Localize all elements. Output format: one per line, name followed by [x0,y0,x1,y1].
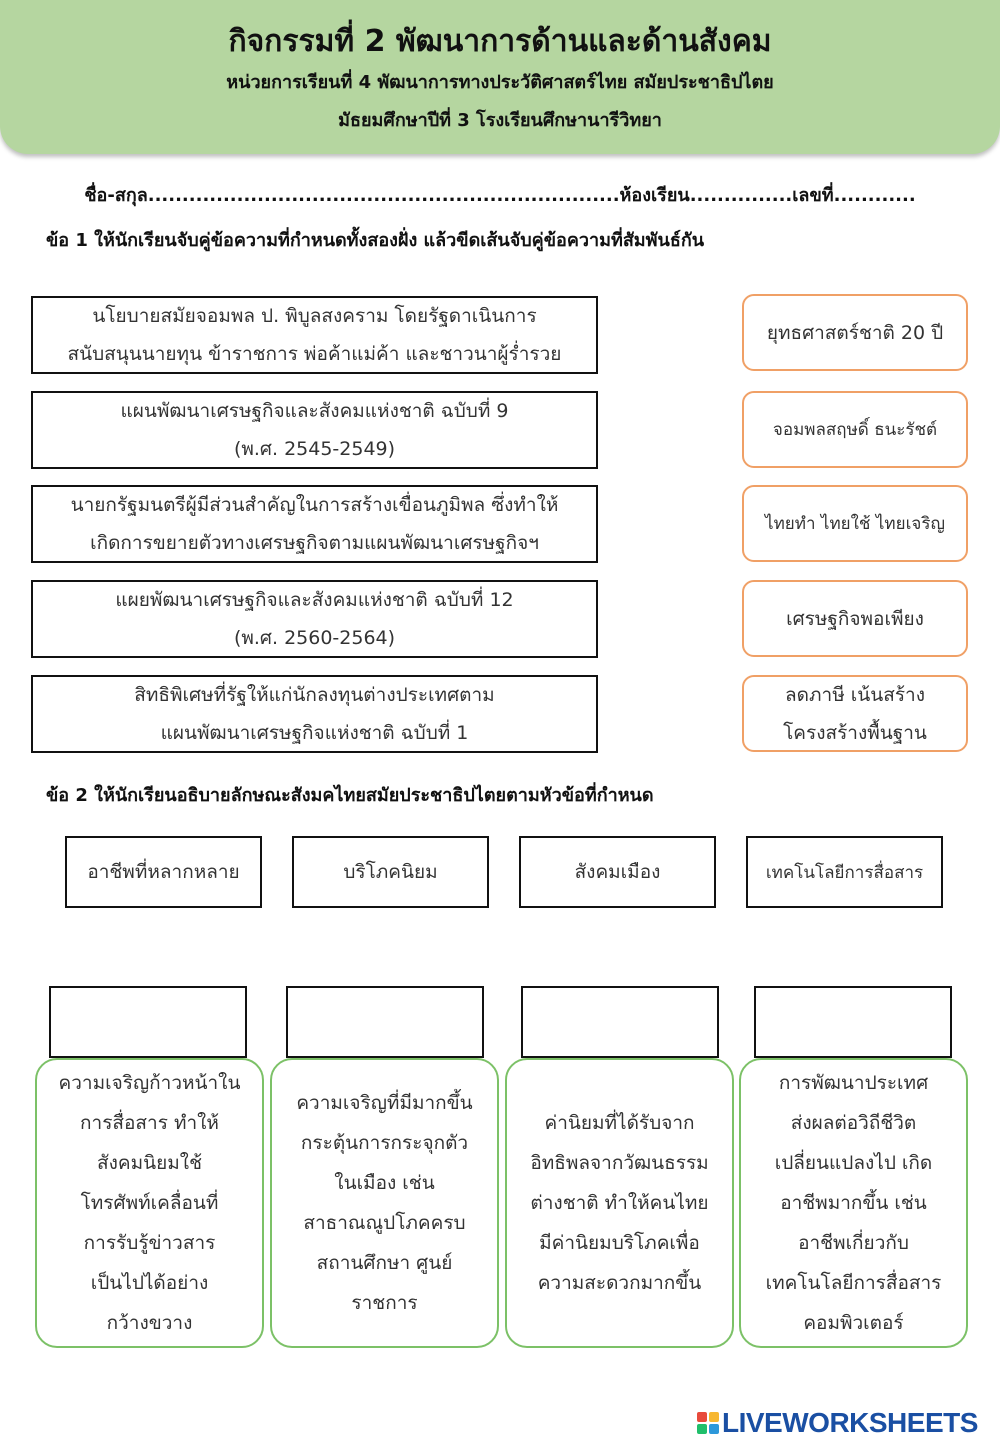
match-right-item[interactable] [742,580,968,657]
student-info-line: ชื่อ-สกุล.....................................................................ห้องเรียน...............เลขที่............ [84,185,916,206]
match-left-item[interactable] [31,580,598,658]
match-left-item[interactable] [31,296,598,374]
answer-drop-box[interactable] [286,986,484,1058]
description-line: ค่านิยมที่ได้รับจาก [544,1112,695,1134]
description-line: กว้างขวาง [106,1312,193,1334]
description-line: ความสะดวกมากขึ้น [537,1272,702,1294]
description-line: ราชการ [351,1292,418,1314]
liveworksheets-logo [697,1405,978,1441]
description-card [505,1058,734,1348]
description-line: เทคโนโลยีการสื่อสาร [765,1272,942,1294]
match-right-item[interactable] [742,485,968,562]
match-right-line: โครงสร้างพื้นฐาน [783,721,927,744]
description-card [739,1058,968,1348]
match-right-item[interactable] [742,294,968,371]
description-line: กระตุ้นการกระจุกตัว [300,1132,469,1154]
description-line: สาธาณณูปโภคครบ [303,1212,466,1234]
page-subtitle-school: มัธยมศึกษาปีที่ 3 โรงเรียนศึกษานารีวิทยา [338,110,662,131]
answer-drop-box[interactable] [521,986,719,1058]
description-line: อิทธิพลจากวัฒนธรรม [530,1152,709,1174]
match-left-line: สนับสนุนนายทุน ข้าราชการ พ่อค้าแม่ค้า และชาวนาผู้ร่ำรวย [67,343,562,365]
answer-drop-box[interactable] [754,986,952,1058]
match-left-item[interactable] [31,391,598,469]
header-banner [0,0,1000,154]
match-left-line: (พ.ศ. 2560-2564) [233,627,396,649]
match-right-line: ยุทธศาสตร์ชาติ 20 ปี [766,321,944,344]
description-line: เป็นไปได้อย่าง [90,1272,209,1294]
match-right-line: ไทยทำ ไทยใช้ ไทยเจริญ [765,513,945,534]
logo-text: LIVEWORKSHEETS [722,1407,978,1438]
match-right-item[interactable] [742,391,968,468]
description-line: คอมพิวเตอร์ [803,1312,904,1334]
description-line: เปลี่ยนแปลงไป เกิด [774,1152,933,1174]
match-left-item[interactable] [31,485,598,563]
category-card[interactable]: สังคมเมือง [519,836,716,908]
category-card[interactable]: อาชีพที่หลากหลาย [65,836,262,908]
description-line: สถานศึกษา ศูนย์ [316,1252,453,1274]
description-line: โทรศัพท์เคลื่อนที่ [80,1192,219,1214]
description-line: การสื่อสาร ทำให้ [80,1112,219,1134]
match-left-line: (พ.ศ. 2545-2549) [233,438,396,460]
description-card [270,1058,499,1348]
category-card[interactable]: เทคโนโลยีการสื่อสาร [746,836,943,908]
match-right-line: เศรษฐกิจพอเพียง [786,607,924,630]
logo-squares-icon [697,1412,719,1434]
question-1-prompt: ข้อ 1 ให้นักเรียนจับคู่ข้อความที่กำหนดทั้งสองฝั่ง แล้วขีดเส้นจับคู่ข้อความที่สัมพันธ์กัน [46,230,705,251]
match-left-item[interactable] [31,675,598,753]
description-line: ในเมือง เช่น [334,1172,435,1194]
description-line: การรับรู้ข่าวสาร [83,1232,216,1254]
match-left-line: นายกรัฐมนตรีผู้มีส่วนสำคัญในการสร้างเขื่อนภูมิพล ซึ่งทำให้ [70,494,559,516]
answer-drop-box[interactable] [49,986,247,1058]
page-subtitle-unit: หน่วยการเรียนที่ 4 พัฒนาการทางประวัติศาสตร์ไทย สมัยประชาธิปไตย [226,72,774,93]
description-card [35,1058,264,1348]
description-line: อาชีพมากขึ้น เช่น [780,1192,927,1214]
page-title: กิจกรรมที่ 2 พัฒนาการด้านและด้านสังคม [228,24,772,59]
match-left-line: สิทธิพิเศษที่รัฐให้แก่นักลงทุนต่างประเทศตาม [134,684,495,706]
question-2-prompt: ข้อ 2 ให้นักเรียนอธิบายลักษณะสังมคไทยสมัยประชาธิปไตยตามหัวข้อที่กำหนด [46,785,654,806]
match-right-item[interactable] [742,675,968,752]
description-line: สังคมนิยมใช้ [97,1152,202,1174]
description-line: การพัฒนาประเทศ [778,1072,929,1094]
category-card[interactable]: บริโภคนิยม [292,836,489,908]
match-right-line: จอมพลสฤษดิ์ ธนะรัชต์ [772,419,938,440]
description-line: มีค่านิยมบริโภคเพื่อ [539,1232,700,1254]
match-left-line: นโยบายสมัยจอมพล ป. พิบูลสงคราม โดยรัฐดาเนินการ [92,305,537,327]
match-left-line: แผนพัฒนาเศรษฐกิจและสังคมแห่งชาติ ฉบับที่ 9 [120,400,509,422]
match-left-line: แผนพัฒนาเศรษฐกิจแห่งชาติ ฉบับที่ 1 [160,722,469,744]
match-left-line: แผยพัฒนาเศรษฐกิจและสังคมแห่งชาติ ฉบับที่ 12 [115,589,514,611]
description-line: ส่งผลต่อวิถีชีวิต [790,1112,917,1134]
description-line: อาชีพเกี่ยวกับ [798,1232,909,1254]
match-right-line: ลดภาษี เน้นสร้าง [785,683,925,706]
description-line: ต่างชาติ ทำให้คนไทย [530,1192,709,1214]
match-left-line: เกิดการขยายตัวทางเศรษฐกิจตามแผนพัฒนาเศรษฐกิจฯ [90,532,539,554]
description-line: ความเจริญที่มีมากขึ้น [296,1092,473,1114]
description-line: ความเจริญก้าวหน้าใน [58,1072,241,1094]
